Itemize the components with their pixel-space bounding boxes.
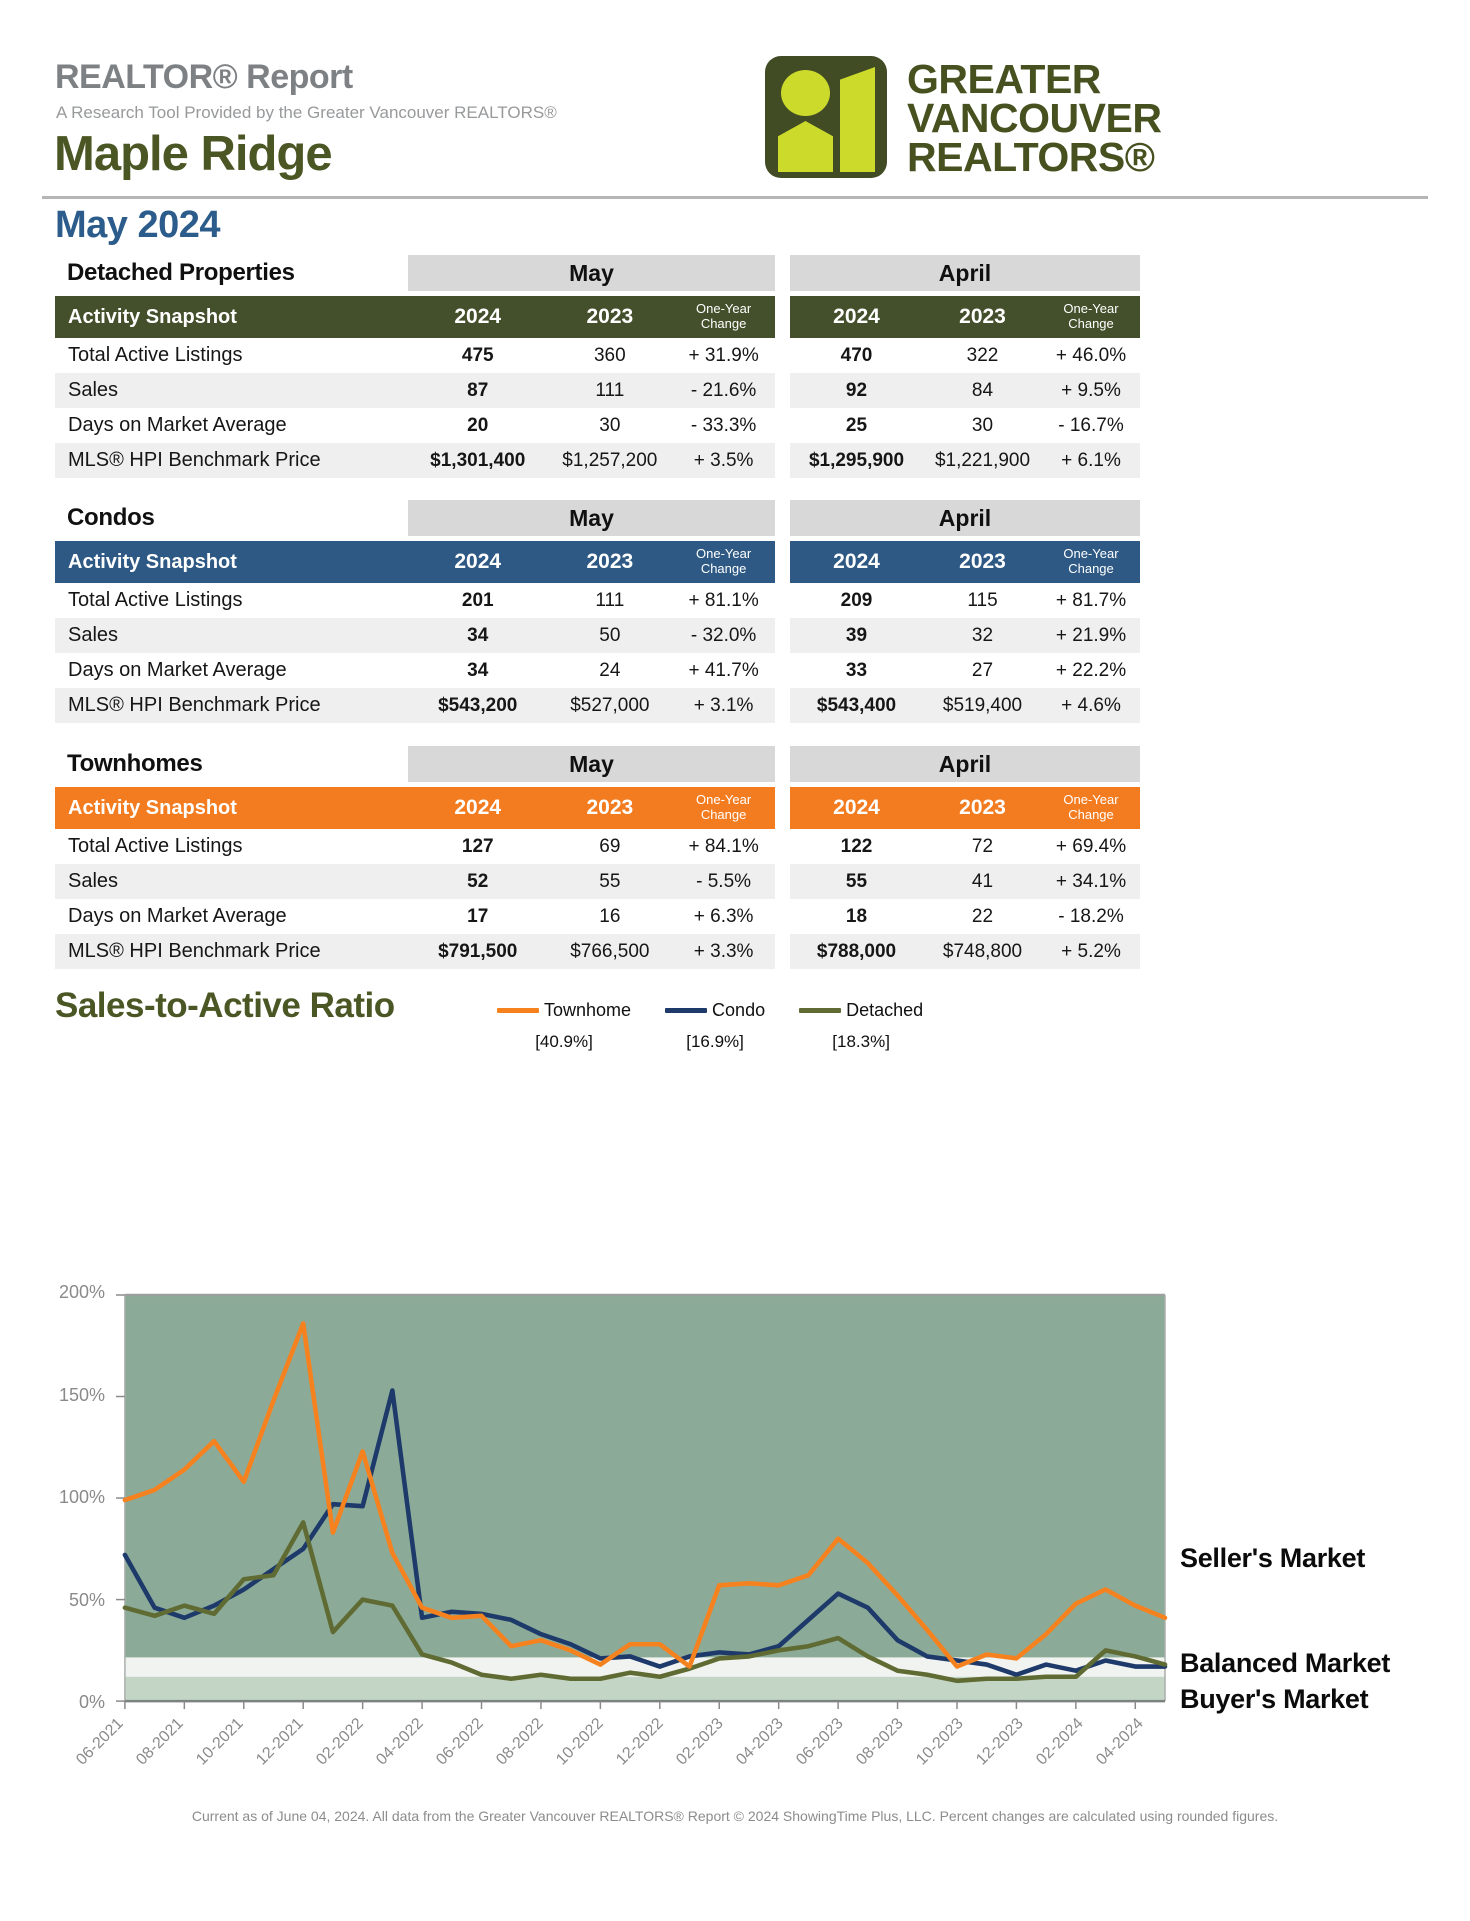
- report-title: REALTOR® Report: [55, 58, 353, 96]
- table-title-row: [55, 253, 1140, 293]
- value-cell: + 41.7%: [688, 659, 759, 681]
- header-group-april: [790, 787, 1140, 829]
- value-cell: 22: [971, 905, 994, 927]
- value-cell: 360: [593, 344, 626, 366]
- value-cell: - 5.5%: [696, 870, 752, 892]
- y-axis-label: 200%: [58, 1282, 105, 1302]
- column-header: 2023: [586, 550, 634, 573]
- header-group-may: [408, 787, 775, 829]
- period-band-may: May: [408, 746, 775, 782]
- gvr-logo: [765, 56, 1161, 178]
- value-cell: 39: [845, 624, 868, 646]
- april-values: [790, 373, 1140, 408]
- header-divider: [42, 196, 1428, 199]
- x-axis-label: 04-2024: [1093, 1715, 1148, 1769]
- value-cell: + 69.4%: [1055, 835, 1127, 857]
- column-gap: [775, 408, 790, 443]
- gvr-logo-icon: [765, 56, 887, 178]
- row-label: MLS® HPI Benchmark Price: [55, 443, 408, 478]
- period-band-may: May: [408, 255, 775, 291]
- x-axis-label: 12-2021: [253, 1715, 308, 1769]
- x-axis-label: 12-2023: [973, 1715, 1028, 1769]
- value-cell: + 6.3%: [693, 905, 754, 927]
- activity-snapshot-row: [55, 787, 1140, 829]
- value-cell: + 81.1%: [688, 589, 759, 611]
- value-cell: $1,295,900: [808, 449, 905, 471]
- value-cell: 111: [595, 379, 625, 401]
- legend-item: [799, 1000, 923, 1052]
- row-label: Days on Market Average: [68, 905, 287, 927]
- period-band-may: May: [408, 500, 775, 536]
- value-cell: $527,000: [570, 694, 650, 716]
- value-cell: 17: [467, 905, 489, 927]
- value-cell: 209: [840, 589, 873, 611]
- value-cell: $1,221,900: [934, 449, 1031, 471]
- x-axis-label: 02-2023: [673, 1715, 728, 1769]
- row-label: Total Active Listings: [68, 589, 243, 611]
- value-cell: 111: [595, 589, 625, 611]
- column-header: One-Year Change: [1063, 792, 1119, 822]
- activity-snapshot-label: Activity Snapshot: [55, 787, 408, 829]
- value-cell: $543,400: [816, 694, 897, 716]
- value-cell: 52: [467, 870, 489, 892]
- value-cell: 18: [845, 905, 868, 927]
- value-cell: + 31.9%: [688, 344, 759, 366]
- row-label: Sales: [55, 618, 408, 653]
- legend-entry: [799, 1000, 923, 1021]
- x-axis-label: 06-2022: [433, 1715, 488, 1769]
- table-title: Townhomes: [67, 750, 203, 777]
- table-detached-properties: [55, 253, 1140, 478]
- value-cell: 201: [461, 589, 494, 611]
- value-cell: 24: [599, 659, 621, 681]
- legend-label: Townhome: [544, 1000, 632, 1020]
- legend-current-value: [16.9%]: [686, 1032, 744, 1051]
- april-values: [790, 618, 1140, 653]
- value-cell: 30: [971, 414, 994, 436]
- may-values: [408, 688, 775, 723]
- column-gap: [775, 296, 790, 338]
- column-gap: [775, 338, 790, 373]
- value-cell: $1,301,400: [430, 449, 526, 471]
- may-values: [408, 443, 775, 478]
- may-values: [408, 618, 775, 653]
- value-cell: $519,400: [942, 694, 1023, 716]
- x-axis-label: 10-2022: [553, 1715, 608, 1769]
- table-row: [55, 618, 1140, 653]
- balanced-market-label: Balanced Market: [1180, 1648, 1391, 1678]
- column-header: 2024: [833, 796, 880, 819]
- value-cell: 25: [845, 414, 868, 436]
- value-cell: 92: [845, 379, 868, 401]
- row-label: Total Active Listings: [68, 344, 243, 366]
- row-label: Days on Market Average: [68, 414, 287, 436]
- legend-line-swatch: [665, 1008, 707, 1013]
- activity-snapshot-label: Activity Snapshot: [55, 541, 408, 583]
- x-axis-label: 08-2023: [853, 1715, 908, 1769]
- legend-label: Condo: [712, 1000, 766, 1020]
- row-label: MLS® HPI Benchmark Price: [55, 688, 408, 723]
- region-title: Maple Ridge: [54, 127, 332, 181]
- table-row: [55, 934, 1140, 969]
- period-band-april: April: [790, 255, 1140, 291]
- value-cell: $543,200: [438, 694, 518, 716]
- column-gap: [775, 829, 790, 864]
- logo-word-realtors: REALTORS®: [907, 133, 1155, 180]
- table-row: [55, 688, 1140, 723]
- may-values: [408, 934, 775, 969]
- period-band-april: April: [790, 746, 1140, 782]
- table-row: [55, 373, 1140, 408]
- column-gap: [775, 541, 790, 583]
- may-values: [408, 864, 775, 899]
- value-cell: 32: [971, 624, 994, 646]
- value-cell: 33: [845, 659, 868, 681]
- value-cell: 34: [467, 624, 489, 646]
- table-title: Detached Properties: [67, 259, 295, 286]
- x-axis-label: 06-2023: [793, 1715, 848, 1769]
- value-cell: + 5.2%: [1061, 940, 1121, 962]
- header-group-april: [790, 541, 1140, 583]
- table-row: [55, 899, 1140, 934]
- row-label: Days on Market Average: [68, 659, 287, 681]
- column-header: One-Year Change: [1063, 301, 1119, 331]
- may-values: [408, 653, 775, 688]
- value-cell: 55: [845, 870, 868, 892]
- table-townhomes: [55, 744, 1140, 969]
- april-values: [790, 688, 1140, 723]
- table-row: [55, 864, 1140, 899]
- april-values: [790, 653, 1140, 688]
- value-cell: 16: [599, 905, 621, 927]
- logo-house-shape: [778, 121, 833, 172]
- value-cell: $791,500: [438, 940, 518, 962]
- table-row: [55, 583, 1140, 618]
- value-cell: $788,000: [816, 940, 897, 962]
- column-header: 2024: [454, 305, 502, 328]
- value-cell: 127: [461, 835, 494, 857]
- x-axis-label: 06-2021: [73, 1715, 128, 1769]
- column-header: 2024: [833, 305, 880, 328]
- table-row: [55, 408, 1140, 443]
- value-cell: 30: [599, 414, 621, 436]
- gvr-logo-wordmark: [907, 56, 1162, 180]
- period-title: May 2024: [55, 204, 221, 246]
- value-cell: - 21.6%: [690, 379, 757, 401]
- legend-current-value: [18.3%]: [832, 1032, 890, 1051]
- column-gap: [775, 934, 790, 969]
- table-row: [55, 653, 1140, 688]
- legend-line-swatch: [497, 1008, 539, 1013]
- value-cell: - 33.3%: [690, 414, 757, 436]
- column-gap: [775, 583, 790, 618]
- may-values: [408, 583, 775, 618]
- column-header: 2024: [454, 550, 502, 573]
- legend-item: [497, 1000, 631, 1052]
- value-cell: + 84.1%: [688, 835, 759, 857]
- value-cell: + 21.9%: [1055, 624, 1127, 646]
- value-cell: 475: [461, 344, 494, 366]
- may-values: [408, 408, 775, 443]
- band-seller-s-market: [125, 1295, 1165, 1657]
- value-cell: - 32.0%: [690, 624, 757, 646]
- column-gap: [775, 864, 790, 899]
- may-values: [408, 338, 775, 373]
- legend-entry: [665, 1000, 765, 1021]
- may-values: [408, 829, 775, 864]
- row-label: Sales: [55, 864, 408, 899]
- value-cell: $748,800: [942, 940, 1023, 962]
- logo-word-greater: GREATER: [907, 56, 1101, 102]
- value-cell: + 9.5%: [1061, 379, 1121, 401]
- april-values: [790, 864, 1140, 899]
- row-label: Total Active Listings: [68, 835, 243, 857]
- value-cell: 72: [971, 835, 994, 857]
- april-values: [790, 338, 1140, 373]
- value-cell: + 3.5%: [693, 449, 754, 471]
- column-gap: [775, 653, 790, 688]
- column-header: 2023: [959, 305, 1006, 328]
- value-cell: + 34.1%: [1055, 870, 1127, 892]
- value-cell: + 3.3%: [693, 940, 754, 962]
- column-gap: [775, 373, 790, 408]
- value-cell: + 46.0%: [1055, 344, 1127, 366]
- column-gap: [775, 618, 790, 653]
- april-values: [790, 934, 1140, 969]
- value-cell: 69: [599, 835, 621, 857]
- legend-entry: [497, 1000, 631, 1021]
- may-values: [408, 373, 775, 408]
- value-cell: + 81.7%: [1055, 589, 1127, 611]
- value-cell: 115: [967, 589, 998, 611]
- header-group-may: [408, 296, 775, 338]
- x-axis-label: 02-2022: [313, 1715, 368, 1769]
- table-condos: [55, 498, 1140, 723]
- column-gap: [775, 899, 790, 934]
- logo-door-shape: [840, 67, 875, 172]
- column-header: One-Year Change: [696, 301, 752, 331]
- column-header: One-Year Change: [1063, 546, 1119, 576]
- april-values: [790, 583, 1140, 618]
- column-header: 2023: [959, 796, 1006, 819]
- x-axis-label: 04-2023: [733, 1715, 788, 1769]
- legend-item: [665, 1000, 765, 1052]
- value-cell: $766,500: [570, 940, 650, 962]
- value-cell: + 6.1%: [1061, 449, 1121, 471]
- sales-to-active-chart: [115, 1293, 1165, 1703]
- chart-legend: [497, 1000, 923, 1052]
- footer-note: Current as of June 04, 2024. All data from the Greater Vancouver REALTORS® Report © 2024 ShowingTime Plus, LLC. Percent changes are calculated using rounded figures.: [191, 1808, 1279, 1824]
- value-cell: 41: [971, 870, 994, 892]
- column-gap: [775, 443, 790, 478]
- legend-label: Detached: [846, 1000, 924, 1020]
- logo-word-vancouver: VANCOUVER: [907, 94, 1162, 141]
- row-label: MLS® HPI Benchmark Price: [55, 934, 408, 969]
- x-axis-label: 10-2023: [913, 1715, 968, 1769]
- value-cell: 84: [971, 379, 994, 401]
- table-row: [55, 443, 1140, 478]
- activity-snapshot-row: [55, 541, 1140, 583]
- legend-current-value: [40.9%]: [535, 1032, 593, 1051]
- column-header: 2023: [959, 550, 1006, 573]
- report-subtitle: A Research Tool Provided by the Greater Vancouver REALTORS®: [56, 103, 557, 122]
- table-title: Condos: [67, 504, 155, 531]
- value-cell: 122: [840, 835, 873, 857]
- column-gap: [775, 688, 790, 723]
- value-cell: 55: [599, 870, 621, 892]
- header-group-may: [408, 541, 775, 583]
- y-axis-label: 100%: [58, 1487, 105, 1507]
- period-band-april: April: [790, 500, 1140, 536]
- value-cell: 322: [966, 344, 999, 366]
- table-row: [55, 338, 1140, 373]
- column-header: One-Year Change: [696, 792, 752, 822]
- x-axis-label: 02-2024: [1033, 1715, 1088, 1769]
- logo-person-head-shape: [781, 70, 830, 116]
- value-cell: 27: [971, 659, 994, 681]
- column-gap: [775, 787, 790, 829]
- table-row: [55, 829, 1140, 864]
- value-cell: - 18.2%: [1058, 905, 1124, 927]
- y-axis-label: 0%: [78, 1692, 105, 1712]
- chart-canvas: [115, 1293, 1165, 1713]
- value-cell: 87: [467, 379, 489, 401]
- x-axis-label: 10-2021: [193, 1715, 248, 1769]
- header-group-april: [790, 296, 1140, 338]
- x-axis-label: 04-2022: [373, 1715, 428, 1769]
- table-title-row: [55, 498, 1140, 538]
- value-cell: - 16.7%: [1058, 414, 1124, 436]
- value-cell: 470: [840, 344, 873, 366]
- april-values: [790, 829, 1140, 864]
- chart-title: Sales-to-Active Ratio: [55, 986, 395, 1025]
- x-axis-label: 08-2021: [133, 1715, 188, 1769]
- value-cell: + 3.1%: [693, 694, 754, 716]
- legend-line-swatch: [799, 1008, 841, 1013]
- x-axis-label: 12-2022: [613, 1715, 668, 1769]
- row-label: Sales: [55, 373, 408, 408]
- column-header: 2024: [454, 796, 502, 819]
- x-axis-label: 08-2022: [493, 1715, 548, 1769]
- value-cell: 50: [599, 624, 621, 646]
- column-header: One-Year Change: [696, 546, 752, 576]
- column-header: 2024: [833, 550, 880, 573]
- y-axis-label: 150%: [58, 1384, 105, 1405]
- table-title-row: [55, 744, 1140, 784]
- y-axis-label: 50%: [68, 1589, 105, 1610]
- buyers-market-label: Buyer's Market: [1180, 1684, 1369, 1714]
- activity-snapshot-label: Activity Snapshot: [55, 296, 408, 338]
- april-values: [790, 408, 1140, 443]
- april-values: [790, 899, 1140, 934]
- value-cell: 34: [467, 659, 489, 681]
- may-values: [408, 899, 775, 934]
- column-header: 2023: [586, 796, 634, 819]
- value-cell: + 22.2%: [1055, 659, 1127, 681]
- activity-snapshot-row: [55, 296, 1140, 338]
- april-values: [790, 443, 1140, 478]
- sellers-market-label: Seller's Market: [1180, 1543, 1366, 1573]
- column-header: 2023: [586, 305, 634, 328]
- value-cell: $1,257,200: [562, 449, 658, 471]
- value-cell: 20: [467, 414, 489, 436]
- value-cell: + 4.6%: [1061, 694, 1121, 716]
